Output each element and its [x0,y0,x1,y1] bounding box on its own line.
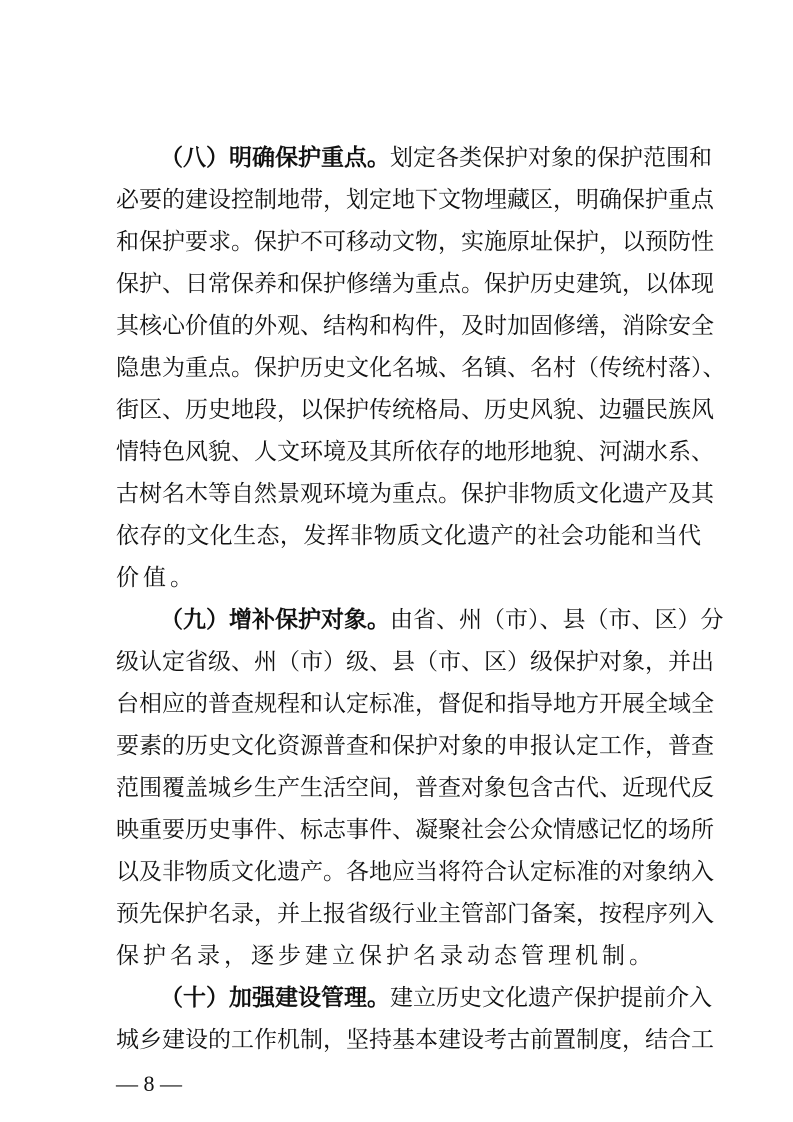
paragraph-8-line-4: 保护、日常保养和保护修缮为重点。保护历史建筑，以体现 [116,271,714,297]
paragraph-9-line-6: 映重要历史事件、标志事件、凝聚社会公众情感记忆的场所 [116,817,714,843]
paragraph-9-line-9: 保护名录，逐步建立保护名录动态管理机制。 [116,943,656,969]
page-number: — 8 — [116,1071,182,1096]
paragraph-9-line-4: 要素的历史文化资源普查和保护对象的申报认定工作，普查 [116,733,714,759]
paragraph-9-heading: （九）增补保护对象。 [160,607,390,633]
paragraph-8-line-9: 古树名木等自然景观环境为重点。保护非物质文化遗产及其 [116,481,714,507]
paragraph-10-line-1: （十）加强建设管理。建立历史文化遗产保护提前介入 [160,985,712,1011]
paragraph-9-line-5: 范围覆盖城乡生产生活空间，普查对象包含古代、近现代反 [116,775,714,801]
paragraph-8-line-1: （八）明确保护重点。划定各类保护对象的保护范围和 [160,145,712,171]
paragraph-9-line-2: 级认定省级、州（市）级、县（市、区）级保护对象，并出 [116,649,714,675]
paragraph-10-line-2: 城乡建设的工作机制，坚持基本建设考古前置制度，结合工 [116,1027,714,1053]
paragraph-9-line-3: 台相应的普查规程和认定标准，督促和指导地方开展全域全 [116,691,714,717]
paragraph-9-line-8: 预先保护名录，并上报省级行业主管部门备案，按程序列入 [116,901,714,927]
paragraph-9-line-7: 以及非物质文化遗产。各地应当将符合认定标准的对象纳入 [116,859,714,885]
paragraph-8-heading: （八）明确保护重点。 [160,145,390,171]
paragraph-9-line-1: （九）增补保护对象。由省、州（市）、县（市、区）分 [160,607,724,633]
paragraph-8-line-2: 必要的建设控制地带，划定地下文物埋藏区，明确保护重点 [116,187,714,213]
paragraph-8-line-8: 情特色风貌、人文环境及其所依存的地形地貌、河湖水系、 [116,439,714,465]
paragraph-8-line-5: 其核心价值的外观、结构和构件，及时加固修缮，消除安全 [116,313,714,339]
paragraph-8-line-11: 价值。 [116,565,197,591]
paragraph-8-line-7: 街区、历史地段，以保护传统格局、历史风貌、边疆民族风 [116,397,714,423]
paragraph-10-heading: （十）加强建设管理。 [160,985,390,1011]
paragraph-8-line-10: 依存的文化生态，发挥非物质文化遗产的社会功能和当代 [116,523,701,549]
paragraph-8-line-6: 隐患为重点。保护历史文化名城、名镇、名村（传统村落）、 [116,355,726,381]
paragraph-8-line-3: 和保护要求。保护不可移动文物，实施原址保护，以预防性 [116,229,714,255]
